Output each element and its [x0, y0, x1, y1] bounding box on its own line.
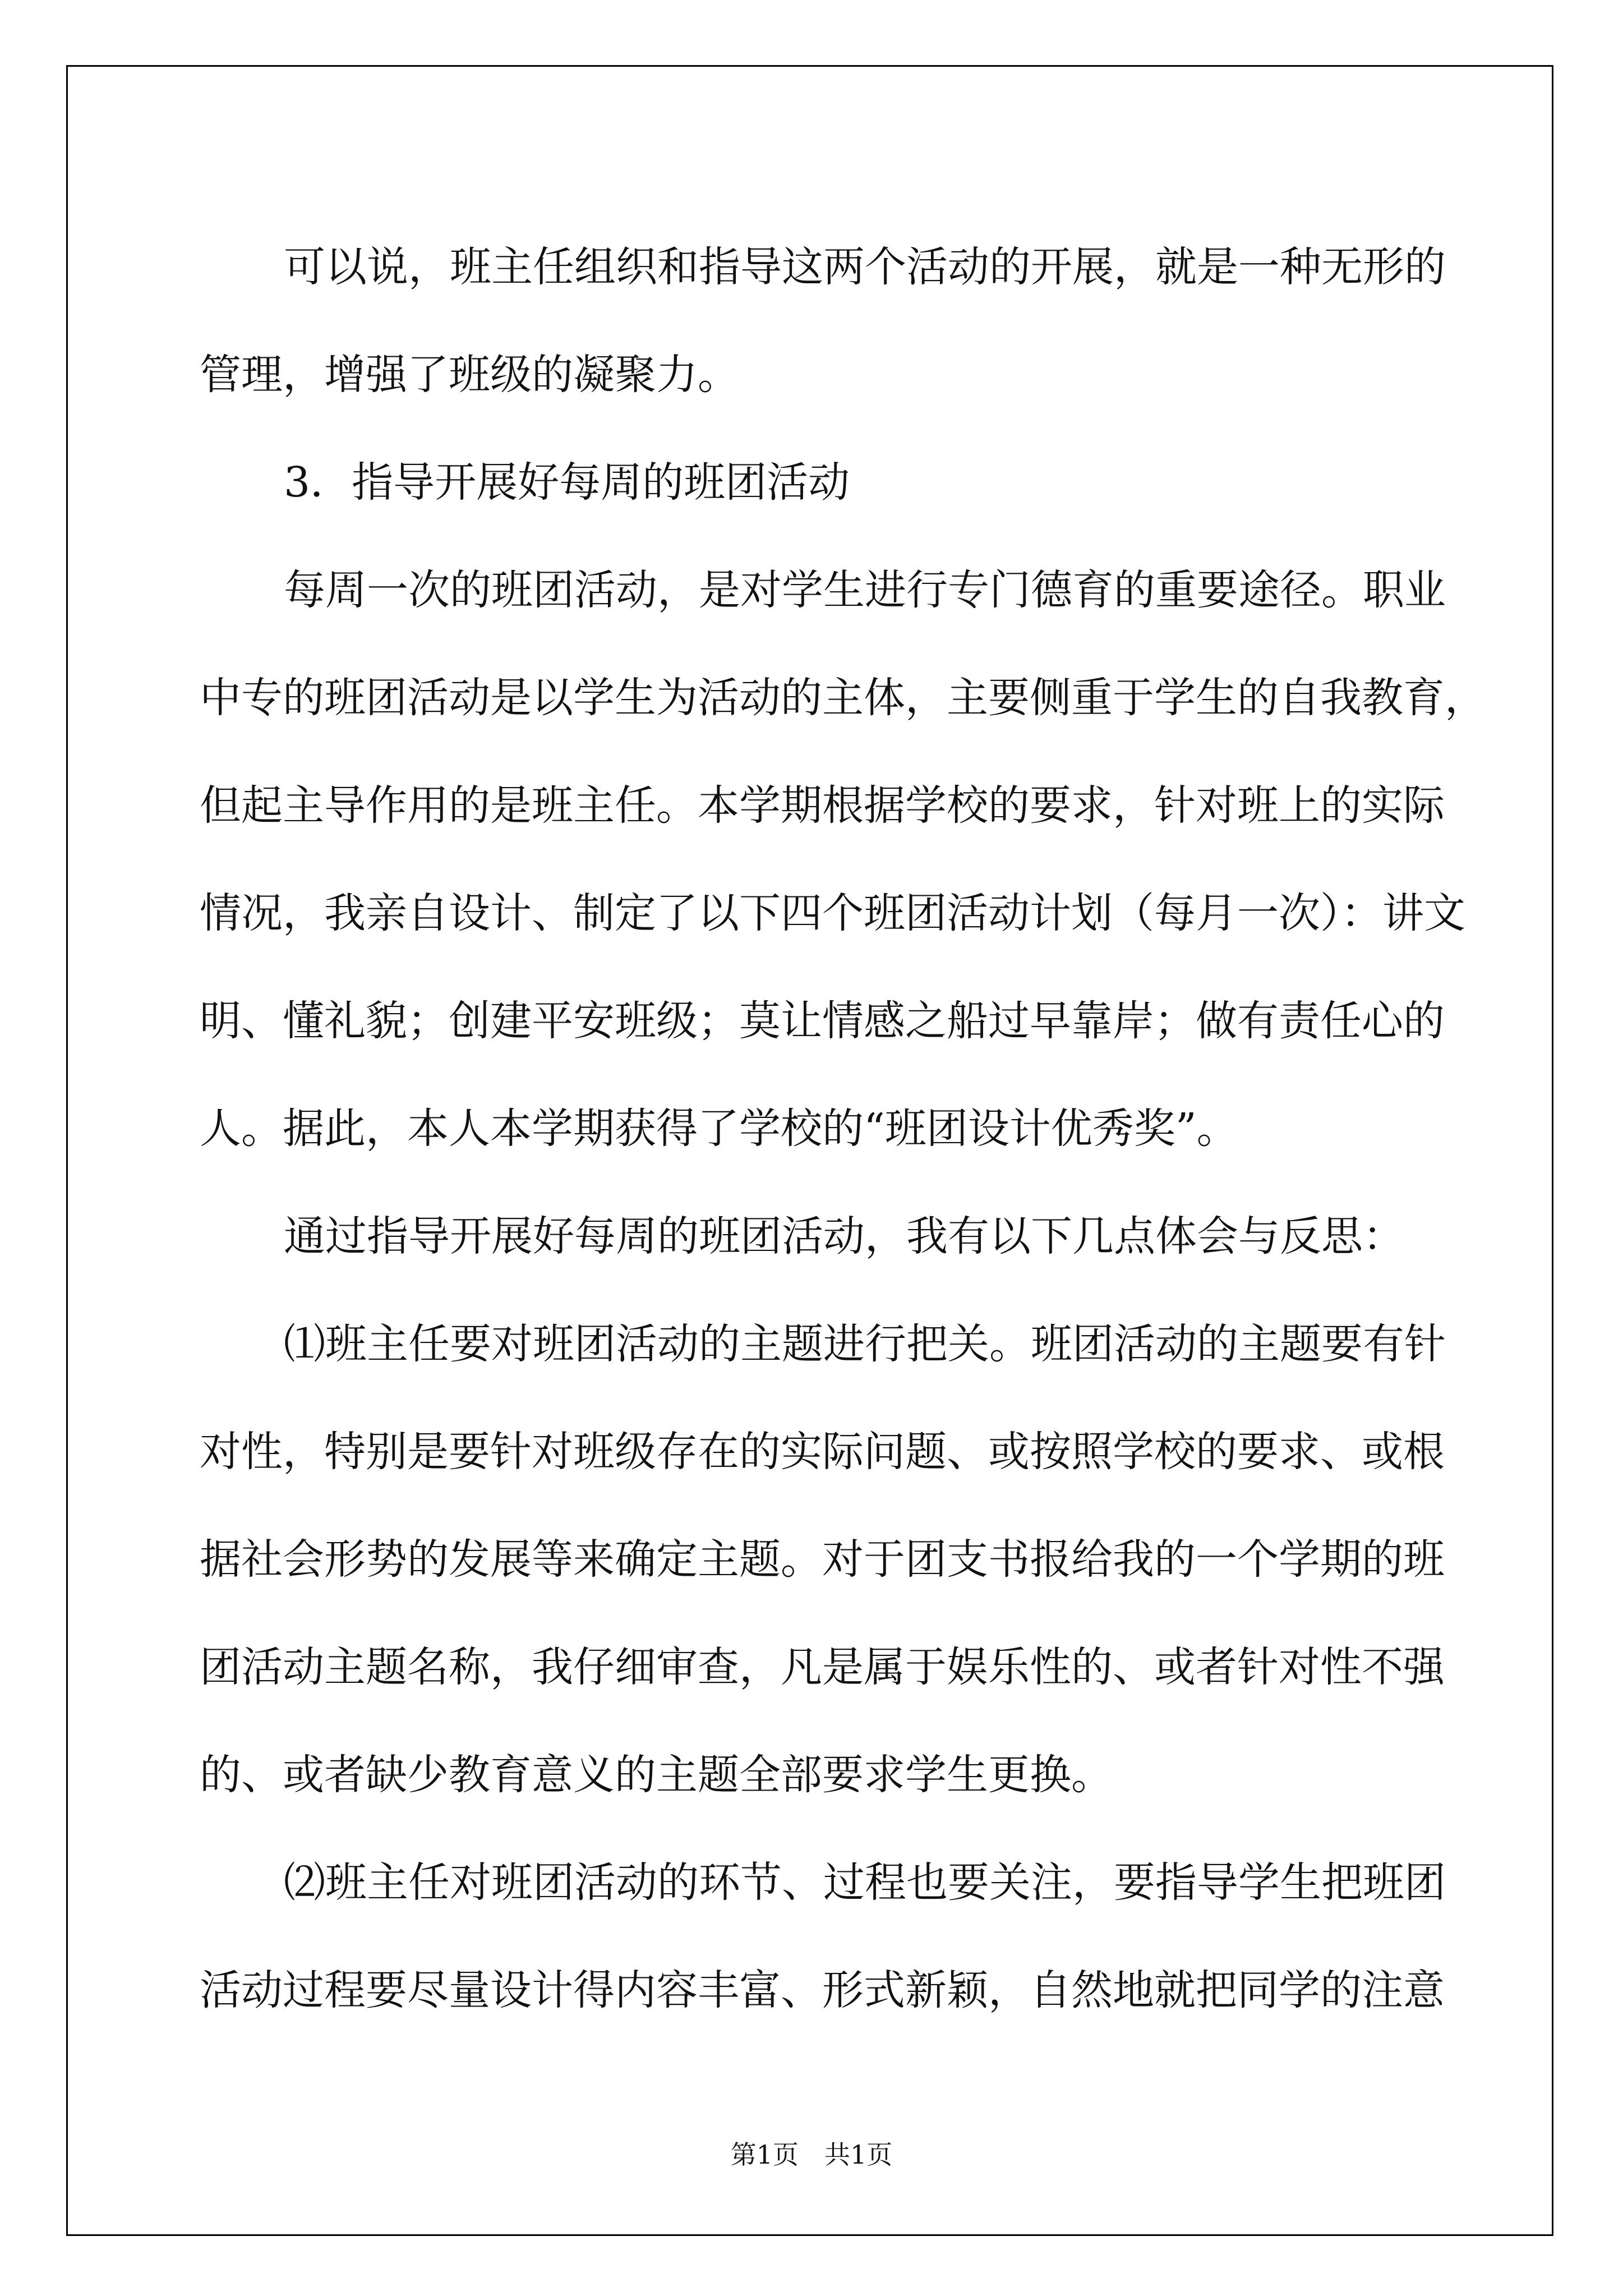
paragraph-line: 可以说，班主任组织和指导这两个活动的开展，就是一种无形的: [284, 243, 1446, 291]
document-body: [200, 213, 1486, 2044]
paragraph-line: 每周一次的班团活动，是对学生进行专门德育的重要途径。职业: [284, 566, 1446, 614]
paragraph-line: 但起主导作用的是班主任。本学期根据学校的要求，针对班上的实际: [200, 781, 1445, 830]
paragraph-line: 情况，我亲自设计、制定了以下四个班团活动计划（每月一次）：讲文: [200, 889, 1465, 937]
paragraph-line: 据社会形势的发展等来确定主题。对于团支书报给我的一个学期的班: [200, 1535, 1445, 1584]
page-number: 第1页 共1页: [730, 2139, 893, 2170]
paragraph-line: ⑴班主任要对班团活动的主题进行把关。班团活动的主题要有针: [284, 1320, 1446, 1368]
paragraph-line: 通过指导开展好每周的班团活动，我有以下几点体会与反思：: [284, 1212, 1404, 1260]
paragraph-line: 团活动主题名称，我仔细审查，凡是属于娱乐性的、或者针对性不强: [200, 1643, 1445, 1691]
section-heading: 3．指导开展好每周的班团活动: [284, 458, 850, 507]
paragraph-line: 中专的班团活动是以学生为活动的主体，主要侧重于学生的自我教育，: [200, 674, 1486, 722]
paragraph-line: 的、或者缺少教育意义的主题全部要求学生更换。: [200, 1751, 1113, 1799]
paragraph-line: 人。据此，本人本学期获得了学校的“班团设计优秀奖”。: [200, 1105, 1238, 1153]
paragraph-line: ⑵班主任对班团活动的环节、过程也要关注，要指导学生把班团: [284, 1858, 1446, 1907]
paragraph-line: 活动过程要尽量设计得内容丰富、形式新颖，自然地就把同学的注意: [200, 1966, 1445, 2014]
paragraph-line: 管理，增强了班级的凝聚力。: [200, 351, 739, 399]
paragraph-line: 明、懂礼貌；创建平安班级；莫让情感之船过早靠岸；做有责任心的: [200, 997, 1445, 1045]
paragraph-line: 对性，特别是要针对班级存在的实际问题、或按照学校的要求、或根: [200, 1428, 1445, 1476]
